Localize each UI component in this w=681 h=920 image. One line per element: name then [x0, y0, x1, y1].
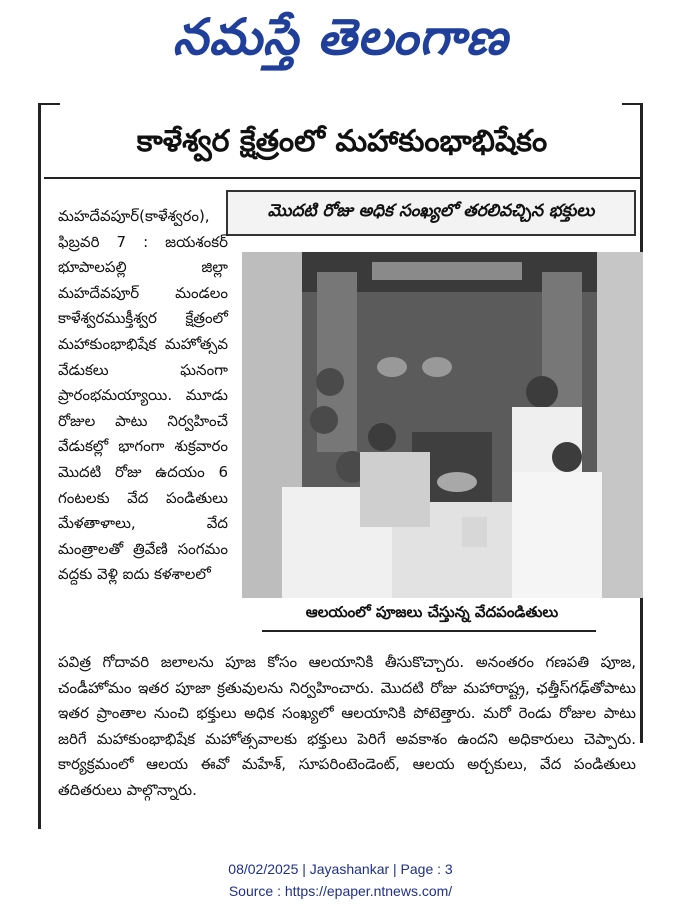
body-paragraph: పవిత్ర గోదావరి జలాలను పూజ కోసం ఆలయానికి తీసుకొచ్చారు. అనంతరం గణపతి పూజ, చండీహోమం ఇతర పూజా క్రతువులను నిర్వహించారు. మొదటి రోజు మహారాష్ట్ర, ఛత్తీస్‌గఢ్‌తోపాటు ఇతర ప్రాంతాల నుంచి భక్తులు అధిక సంఖ్యలో ఆలయానికి పోటెత్తారు. మరో రెండు రోజుల పాటు జరిగే మహాకుంభాభిషేక మహోత్సవాలకు భక్తులు పెరిగే అవకాశం ఉందని అధికారులు చెప్పారు. కార్యక్రమంలో ఆలయ ఈవో మహేశ్‌, సూపరింటెండెంట్‌, ఆలయ అర్చకులు, వేద పండితులు తదితరులు పాల్గొన్నారు.: [58, 653, 636, 799]
article-subhead: మొదటి రోజు అధిక సంఖ్యలో తరలివచ్చిన భక్తులు: [267, 201, 595, 221]
temple-photo-image: [242, 252, 643, 598]
footer-edition-line: 08/02/2025 | Jayashankar | Page : 3: [228, 861, 453, 877]
column-paragraph: మహదేవపూర్‌(కాళేశ్వరం), ఫిబ్రవరి 7 : జయశంకర్‌ భూపాలపల్లి జిల్లా మహదేవపూర్‌ మండలం కాళేశ్వరముక్తీశ్వర క్షేత్రంలో మహాకుంభాభిషేక మహోత్సవ వేడుకలు ఘనంగా ప్రారంభమయ్యాయి. మూడు రోజుల పాటు నిర్వహించే వేడుకల్లో భాగంగా శుక్రవారం మొదటి రోజు ఉదయం 6 గంటలకు వేద పండితులు మేళతాళాలు, వేద మంత్రాలతో త్రివేణి సంగమం వద్దకు వెళ్లి ఐదు కళశాలలో: [58, 207, 228, 584]
caption-rule: [262, 630, 596, 632]
frame-top-left: [38, 103, 60, 105]
newspaper-logo: నమస్తే తెలంగాణ: [172, 7, 509, 66]
article-body-text: [58, 650, 636, 804]
photo-caption: ఆలయంలో పూజలు చేస్తున్న వేదపండితులు: [305, 603, 559, 621]
frame-top-right: [622, 103, 643, 105]
page-footer: [0, 858, 681, 902]
masthead: [0, 0, 681, 78]
subhead-box: [226, 190, 636, 236]
article-headline: కాళేశ్వర క్షేత్రంలో మహాకుంభాభిషేకం: [136, 124, 548, 159]
article-photo: [242, 252, 643, 598]
footer-source-line: Source : https://epaper.ntnews.com/: [228, 883, 453, 899]
frame-left-border: [38, 103, 41, 829]
article-column-text: [58, 204, 228, 588]
headline-rule: [44, 177, 640, 179]
